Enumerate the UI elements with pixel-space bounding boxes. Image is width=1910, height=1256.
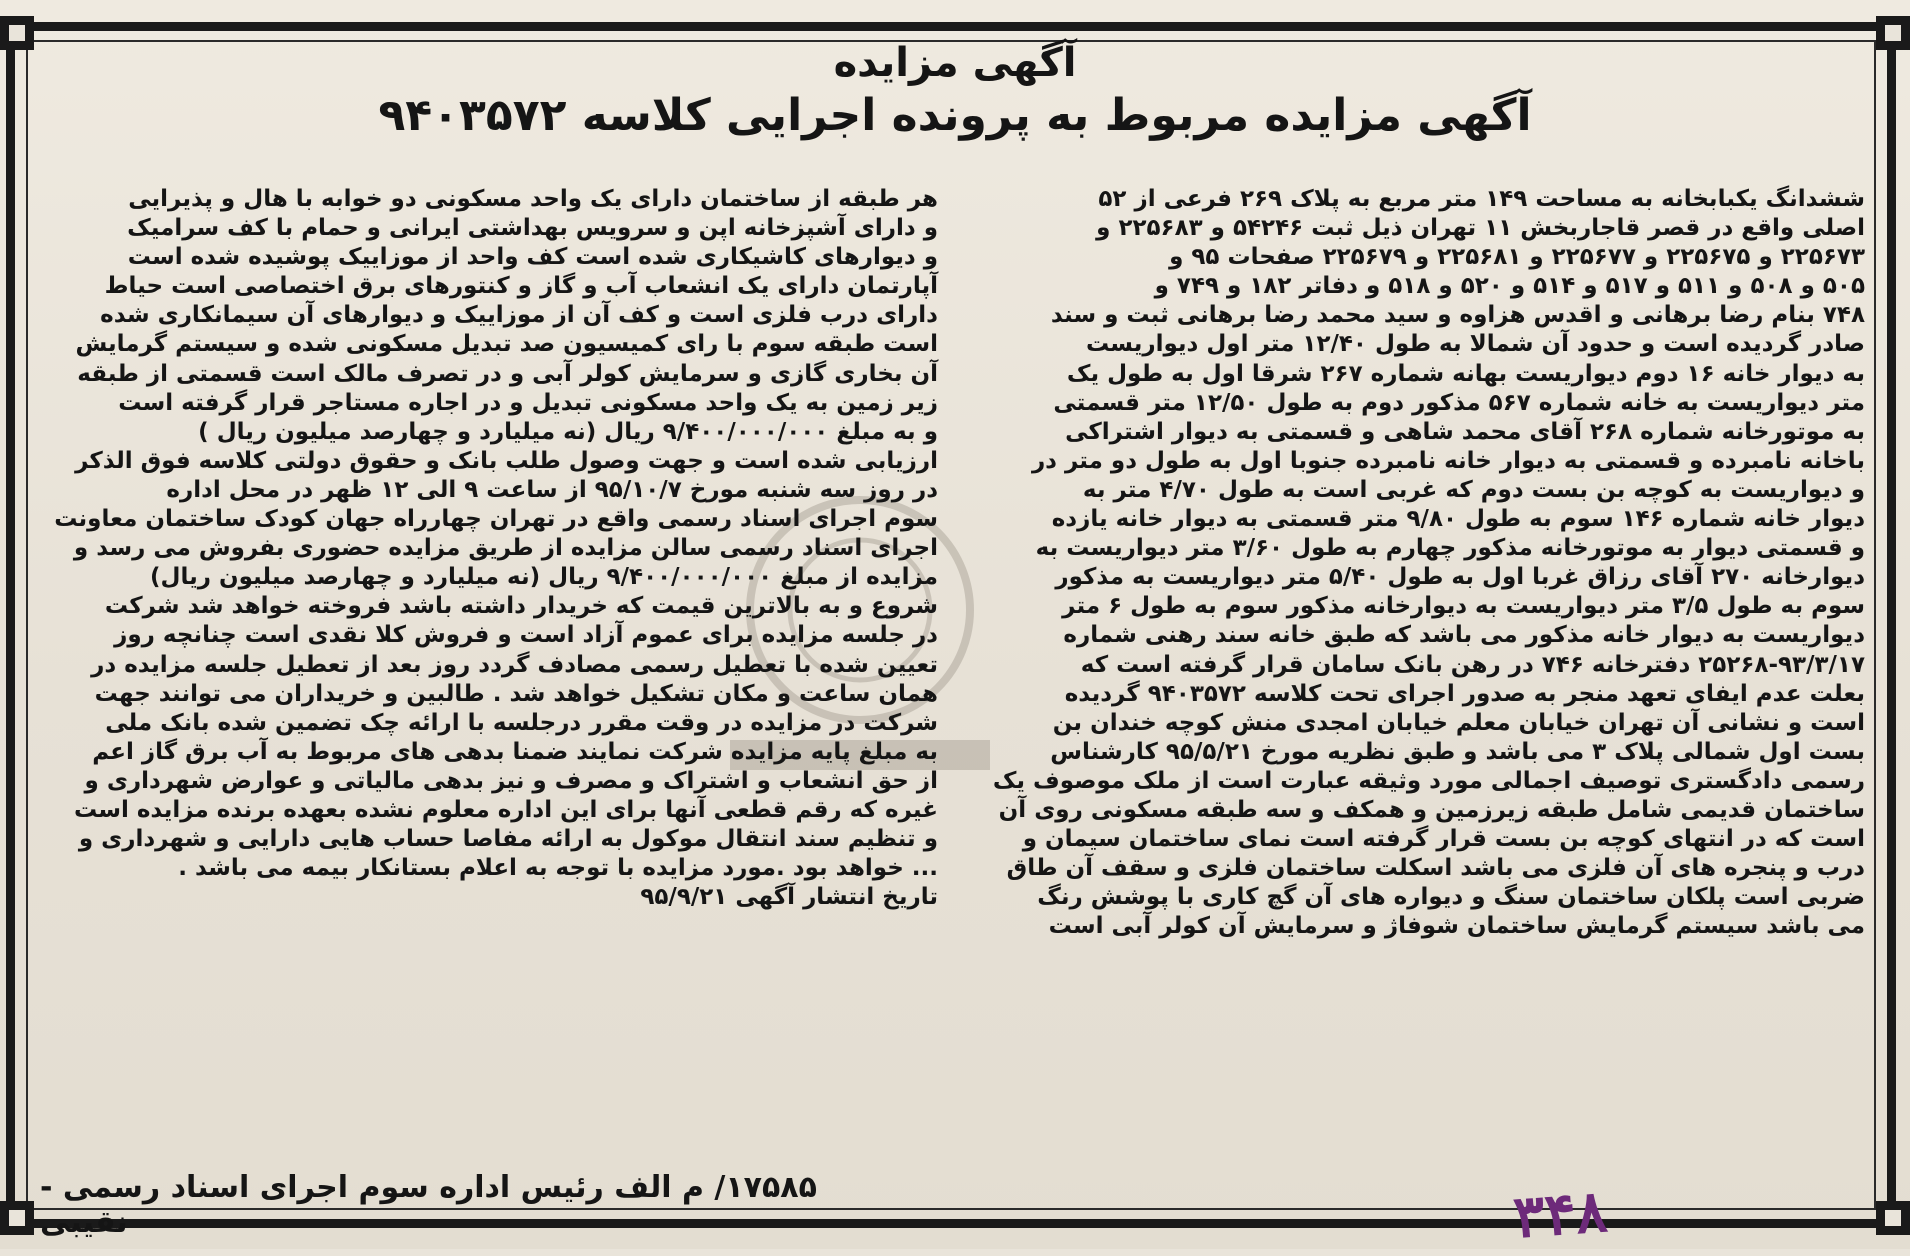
text-line: رسمی دادگستری توصیف اجمالی مورد وثیقه عبارت است از ملک موصوف یک — [992, 767, 1865, 794]
text-line: اجرای اسناد رسمی سالن مزایده از طریق مزایده حضوری بفروش می رسد و — [73, 535, 938, 562]
text-line: دارای درب فلزی است و کف آن از موزاییک و دیوارهای آن سیمانکاری شده — [100, 302, 938, 329]
text-line: است طبقه سوم با رای کمیسیون صد تبدیل مسکونی شده و سیستم گرمایش — [75, 331, 938, 358]
text-line: است که در انتهای کوچه بن بست قرار گرفته است نمای ساختمان سیمان و — [1022, 826, 1865, 853]
text-line: است و نشانی آن تهران خیابان معلم خیابان امجدی منش کوچه خندان بن — [1052, 709, 1865, 736]
text-line: و دیواریست به کوچه بن بست دوم که غربی است به طول ۴/۷۰ متر به — [1082, 476, 1865, 503]
text-line: درب و پنجره های آن فلزی می باشد اسکلت ساختمان فلزی و سقف آن طاق — [1006, 855, 1865, 882]
corner-ornament-bottom-right — [1876, 1201, 1910, 1235]
text-line: دیوارخانه ۲۷۰ آقای رزاق غربا اول به طول ۵/۴۰ متر دیواریست به مذکور — [1055, 564, 1865, 591]
text-line: باخانه نامبرده و قسمتی به دیوار خانه نامبرده جنوبا اول به طول دو متر در — [1031, 447, 1865, 474]
notice-subtitle: آگهی مزایده مربوط به پرونده اجرایی کلاسه ۹۴۰۳۵۷۲ — [378, 90, 1532, 141]
text-line: ششدانگ یکبابخانه به مساحت ۱۴۹ متر مربع به پلاک ۲۶۹ فرعی از ۵۲ — [1098, 186, 1865, 212]
text-line: و قسمتی دیوار به موتورخانه مذکور چهارم به طول ۳/۶۰ متر دیواریست به — [1035, 535, 1865, 562]
text-line: ارزیابی شده است و جهت وصول طلب بانک و حقوق دولتی کلاسه فوق الذکر — [75, 447, 938, 474]
publish-date: تاریخ انتشار آگهی ۹۵/۹/۲۱ — [640, 884, 938, 911]
handwritten-number: ۳۴۸ — [1511, 1176, 1610, 1252]
text-line: به دیوار خانه ۱۶ دوم دیواریست بهانه شماره ۲۶۷ شرقا اول به طول یک — [1066, 360, 1865, 387]
text-line: به موتورخانه شماره ۲۶۸ آقای محمد شاهی و قسمتی به دیوار اشتراکی — [1065, 418, 1865, 445]
text-line: غیره که رقم قطعی آنها برای این اداره معلوم نشده بعهده برنده مزایده است — [74, 796, 938, 823]
text-line: زیر زمین به یک واحد مسکونی تبدیل و در اجاره مستاجر قرار گرفته است — [118, 389, 938, 416]
text-line: در جلسه مزایده برای عموم آزاد است و فروش کلا نقدی است چنانچه روز — [114, 622, 938, 649]
text-line: می باشد سیستم گرمایش ساختمان شوفاژ و سرمایش آن کولر آبی است — [1048, 913, 1865, 940]
text-line: و دارای آشپزخانه اپن و سرویس بهداشتی ایرانی و حمام با کف سرامیک — [127, 215, 938, 242]
text-line: و تنظیم سند انتقال موکول به ارائه مفاصا حساب هایی دارایی و شهرداری و — [78, 826, 938, 853]
text-line: ... خواهد بود .مورد مزایده با توجه به اعلام بستانکار بیمه می باشد . — [178, 855, 938, 882]
text-line: دیوار خانه شماره ۱۴۶ سوم به طول ۹/۸۰ متر قسمتی به دیوار خانه یازده — [1051, 506, 1865, 533]
text-line: ضربی است پلکان ساختمان سنگ و دیواره های آن گچ کاری با پوشش رنگ — [1037, 884, 1865, 911]
text-line: و دیوارهای کاشیکاری شده است کف واحد از موزاییک پوشیده شده است — [127, 244, 938, 271]
left-column — [48, 185, 938, 912]
notice-footer: ۱۷۵۸۵/ م الف رئیس اداره سوم اجرای اسناد رسمی - نقیبی — [40, 1170, 817, 1240]
text-line: تعیین شده با تعطیل رسمی مصادف گردد روز بعد از تعطیل جلسه مزایده در — [91, 651, 938, 678]
text-line: اصلی واقع در قصر قاجاربخش ۱۱ تهران ذیل ثبت ۵۴۲۴۶ و ۲۲۵۶۸۳ و — [1096, 215, 1865, 242]
text-line: به مبلغ پایه مزایده شرکت نمایند ضمنا بدهی های مربوط به آب برق گاز اعم — [92, 738, 938, 765]
corner-ornament-bottom-left — [0, 1201, 34, 1235]
right-column — [975, 185, 1865, 941]
text-line: دیواریست به دیوار خانه مذکور می باشد که طبق خانه سند رهنی شماره — [1063, 622, 1865, 649]
text-line: مزایده از مبلغ ۹/۴۰۰/۰۰۰/۰۰۰ ریال (نه میلیارد و چهارصد میلیون ریال) — [150, 564, 938, 591]
text-line: بعلت عدم ایفای تعهد منجر به صدور اجرای تحت کلاسه ۹۴۰۳۵۷۲ گردیده — [1064, 680, 1865, 707]
text-line: همان ساعت و مکان تشکیل خواهد شد . طالبین و خریداران می توانند جهت — [94, 680, 938, 707]
text-line: ۲۲۵۶۷۳ و ۲۲۵۶۷۵ و ۲۲۵۶۷۷ و ۲۲۵۶۸۱ و ۲۲۵۶۷۹ صفحات ۹۵ و — [1169, 244, 1865, 271]
text-line: ساختمان قدیمی شامل طبقه زیرزمین و همکف و سه طبقه مسکونی روی آن — [998, 796, 1865, 823]
text-line: آن بخاری گازی و سرمایش کولر آبی و در تصرف مالک است قسمتی از طبقه — [77, 360, 938, 387]
text-line: شروع و به بالاترین قیمت که خریدار داشته باشد فروخته خواهد شد شرکت — [104, 593, 938, 620]
notice-title: آگهی مزایده — [833, 40, 1077, 86]
text-line: سوم به طول ۳/۵ متر دیواریست به دیوارخانه مذکور سوم به طول ۶ متر — [1062, 593, 1865, 620]
text-line: سوم اجرای اسناد رسمی واقع در تهران چهارراه جهان کودک ساختمان معاونت — [54, 506, 938, 533]
text-line: متر دیواریست به خانه شماره ۵۶۷ مذکور دوم به طول ۱۲/۵۰ متر قسمتی — [1053, 389, 1865, 416]
text-line: در روز سه شنبه مورخ ۹۵/۱۰/۷ از ساعت ۹ الی ۱۲ ظهر در محل اداره — [166, 476, 938, 503]
text-line: از حق انشعاب و اشتراک و مصرف و نیز بدهی مالیاتی و عوارض شهرداری و — [84, 767, 938, 794]
text-line: هر طبقه از ساختمان دارای یک واحد مسکونی دو خوابه با هال و پذیرایی — [128, 186, 938, 212]
text-line: ۲۵۲۶۸-۹۳/۳/۱۷ دفترخانه ۷۴۶ در رهن بانک سامان قرار گرفته است که — [1080, 651, 1865, 678]
text-line: ۷۴۸ بنام رضا برهانی و اقدس هزاوه و سید محمد رضا برهانی ثبت و سند — [1050, 302, 1865, 329]
text-line: و به مبلغ ۹/۴۰۰/۰۰۰/۰۰۰ ریال (نه میلیارد و چهارصد میلیون ریال ) — [198, 418, 938, 445]
text-line: صادر گردیده است و حدود آن شمالا به طول ۱۲/۴۰ متر اول دیواریست — [1085, 331, 1865, 358]
text-line: شرکت در مزایده در وقت مقرر درجلسه با ارائه چک تضمین شده بانک ملی — [105, 709, 938, 736]
text-line: بست اول شمالی پلاک ۳ می باشد و طبق نظریه مورخ ۹۵/۵/۲۱ کارشناس — [1050, 738, 1865, 765]
text-line: ۵۰۵ و ۵۰۸ و ۵۱۱ و ۵۱۷ و ۵۱۴ و ۵۲۰ و ۵۱۸ و دفاتر ۱۸۲ و ۷۴۹ و — [1154, 273, 1865, 300]
text-line: آپارتمان دارای یک انشعاب آب و گاز و کنتورهای برق اختصاصی است حیاط — [104, 273, 938, 300]
